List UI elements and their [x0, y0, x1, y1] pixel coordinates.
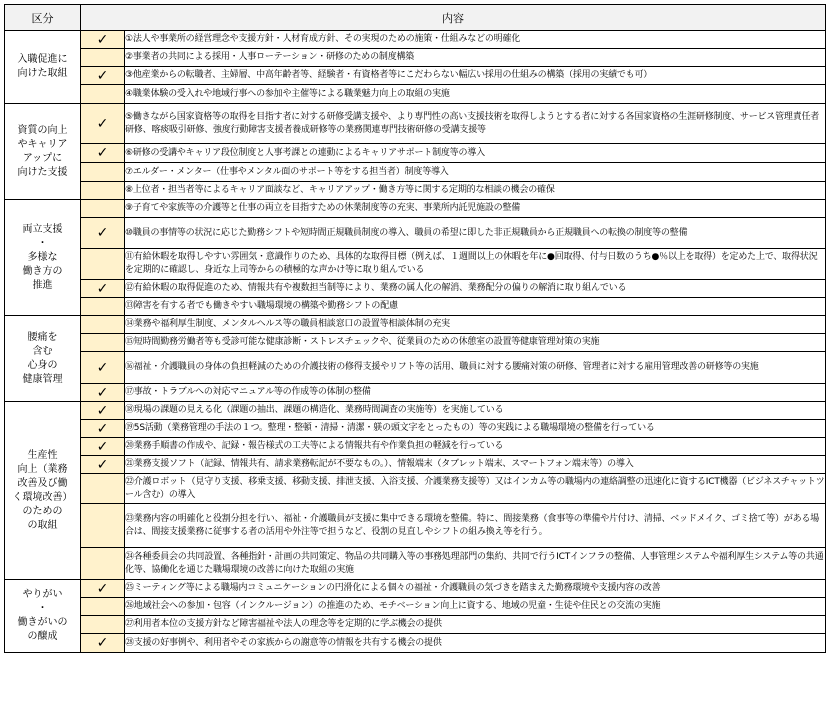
item-text: ②事業者の共同による採用・人事ローテーション・研修のための制度構築	[125, 49, 826, 67]
checkbox-cell[interactable]	[81, 49, 125, 67]
table-row	[5, 456, 826, 474]
category-cell	[5, 402, 81, 580]
category-label-line: やりがい	[22, 589, 63, 600]
checkbox-cell[interactable]	[81, 384, 125, 402]
category-label-line: 含む	[32, 345, 53, 357]
checkbox-cell[interactable]	[81, 298, 125, 316]
table-row	[5, 334, 826, 352]
category-cell	[5, 316, 81, 402]
checkbox-cell[interactable]	[81, 438, 125, 456]
category-label-line: 資質の向上	[17, 124, 68, 136]
item-text: ㉗利用者本位の支援方針など障害福祉や法人の理念等を定期的に学ぶ機会の提供	[125, 616, 826, 634]
table-row	[5, 402, 826, 420]
table-row	[5, 49, 826, 67]
category-label-line: 多様な	[27, 251, 58, 263]
item-text: ⑤働きながら国家資格等の取得を目指す者に対する研修受講支援や、より専門性の高い支援技術を取得しようとする者に対する各国家資格の生涯研修制度、サービス管理責任者研修、喀痰吸引研修、強度行動障害支援者養成研修等の業務関連専門技術研修の受講支援等	[125, 104, 826, 144]
category-label-line: 心身の	[27, 359, 58, 371]
checkmark-icon: ✓	[96, 145, 109, 161]
category-label-line: 向けた取組	[17, 68, 68, 79]
item-text: ⑳業務手順書の作成や、記録・報告様式の工夫等による情報共有や作業負担の軽減を行っている	[125, 438, 826, 456]
checkbox-cell[interactable]	[81, 634, 125, 653]
checkmark-icon: ✓	[96, 456, 109, 473]
checkbox-cell[interactable]	[81, 218, 125, 249]
checkbox-cell[interactable]	[81, 420, 125, 438]
checkbox-cell[interactable]	[81, 85, 125, 104]
category-label-line: 生産性	[27, 449, 58, 461]
checkbox-cell[interactable]	[81, 402, 125, 420]
checkbox-cell[interactable]	[81, 182, 125, 200]
checkbox-cell[interactable]	[81, 474, 125, 504]
item-text: ⑨子育てや家族等の介護等と仕事の両立を目指すための休業制度等の充実、事業所内託児施設の整備	[125, 200, 826, 218]
header-row	[5, 5, 826, 31]
checkmark-icon: ✓	[96, 359, 109, 376]
item-text: ⑦エルダー・メンター（仕事やメンタル面のサポート等をする担当者）制度等導入	[125, 163, 826, 182]
item-text: ⑮短時間勤務労働者等も受診可能な健康診断・ストレスチェックや、従業員のための休憩室の設置等健康管理対策の実施	[125, 334, 826, 352]
item-text: ①法人や事業所の経営理念や支援方針・人材育成方針、その実現のための施策・仕組みなどの明確化	[125, 31, 826, 49]
table-row	[5, 67, 826, 85]
table-row	[5, 504, 826, 548]
category-cell	[5, 580, 81, 653]
checkbox-cell[interactable]	[81, 31, 125, 49]
checkbox-cell[interactable]	[81, 456, 125, 474]
table-row	[5, 249, 826, 280]
table-row	[5, 163, 826, 182]
category-label-line: 入職促進に	[17, 54, 68, 65]
checkbox-cell[interactable]	[81, 548, 125, 580]
table-row	[5, 420, 826, 438]
item-text: ⑯福祉・介護職員の身体の負担軽減のための介護技術の修得支援やリフト等の活用、職員に対する腰痛対策の研修、管理者に対する雇用管理改善の研修等の実施	[125, 352, 826, 384]
header-category: 区分	[5, 5, 81, 31]
table-row	[5, 298, 826, 316]
item-text: ㉖地域社会への参加・包容（インクルージョン）の推進のため、モチベーション向上に資する、地域の児童・生徒や住民との交流の実施	[125, 598, 826, 616]
item-text: ⑰事故・トラブルへの対応マニュアル等の作成等の体制の整備	[125, 384, 826, 402]
category-label-line: 両立支援	[22, 223, 63, 235]
item-text: ⑫有給休暇の取得促進のため、情報共有や複数担当制等により、業務の属人化の解消、業務配分の偏りの解消に取り組んでいる	[125, 280, 826, 298]
checkmark-icon: ✓	[96, 635, 109, 651]
category-label-line: の取組	[27, 519, 58, 531]
checkbox-cell[interactable]	[81, 504, 125, 548]
category-label-line: 腰痛を	[27, 331, 58, 343]
checkmark-icon: ✓	[96, 384, 109, 401]
category-label-line: アップに	[22, 152, 63, 164]
item-text: ㉔各種委員会の共同設置、各種指針・計画の共同策定、物品の共同購入等の事務処理部門の集約、共同で行うICTインフラの整備、人事管理システムや福利厚生システム等の共通化等、協働化を通じた職場環境の改善に向けた取組の実施	[125, 548, 826, 580]
item-text: ⑩職員の事情等の状況に応じた勤務シフトや短時間正規職員制度の導入、職員の希望に即した非正規職員から正規職員への転換の制度等の整備	[125, 218, 826, 249]
checkmark-icon: ✓	[96, 402, 109, 419]
category-label-line: やキャリア	[17, 138, 68, 150]
table-row	[5, 144, 826, 163]
checkbox-cell[interactable]	[81, 249, 125, 280]
category-label-line: 健康管理	[22, 373, 63, 385]
table-row	[5, 384, 826, 402]
category-label-line: 向けた支援	[17, 166, 68, 178]
category-label-line: ・	[37, 237, 48, 249]
item-text: ③他産業からの転職者、主婦層、中高年齢者等、経験者・有資格者等にこだわらない幅広い採用の仕組みの構築（採用の実績でも可）	[125, 67, 826, 85]
checkmark-icon: ✓	[96, 280, 109, 297]
item-text: ㉕ミーティング等による職場内コミュニケーションの円滑化による個々の福祉・介護職員の気づきを踏まえた勤務環境や支援内容の改善	[125, 580, 826, 598]
table-row	[5, 31, 826, 49]
item-text: ㉑業務支援ソフト（記録、情報共有、請求業務転記が不要なもの。）、情報端末（タブレット端末、スマートフォン端末等）の導入	[125, 456, 826, 474]
category-label-line: ・	[37, 603, 48, 614]
item-text: ㉒介護ロボット（見守り支援、移乗支援、移動支援、排泄支援、入浴支援、介護業務支援等）又はインカム等の職場内の連絡調整の迅速化に資するICT機器（ビジネスチャットツール含む）の導入	[125, 474, 826, 504]
checkmark-icon: ✓	[96, 115, 109, 132]
checkbox-cell[interactable]	[81, 280, 125, 298]
table-row	[5, 200, 826, 218]
category-label-line: 働きがいの	[17, 617, 68, 628]
item-text: ⑭業務や福利厚生制度、メンタルヘルス等の職員相談窓口の設置等相談体制の充実	[125, 316, 826, 334]
checkmark-icon: ✓	[96, 225, 109, 241]
category-label-line: 改善及び働	[17, 477, 68, 489]
item-text: ㉘支援の好事例や、利用者やその家族からの謝意等の情報を共有する機会の提供	[125, 634, 826, 653]
category-label-line: く環境改善）	[12, 491, 73, 503]
item-text: ⑲5S活動（業務管理の手法の１つ。整理・整頓・清掃・清潔・躾の頭文字をとったもの）等の実践による職場環境の整備を行っている	[125, 420, 826, 438]
category-cell	[5, 31, 81, 104]
checkmark-icon: ✓	[96, 31, 109, 48]
category-label-line: 働き方の	[22, 265, 63, 277]
table-row	[5, 182, 826, 200]
table-row	[5, 316, 826, 334]
checkbox-cell[interactable]	[81, 144, 125, 163]
table-row	[5, 438, 826, 456]
checkmark-icon: ✓	[96, 438, 109, 455]
checkbox-cell[interactable]	[81, 316, 125, 334]
table-row	[5, 474, 826, 504]
category-label-line: 推進	[32, 279, 53, 291]
category-cell	[5, 104, 81, 200]
item-text: ④職業体験の受入れや地域行事への参加や主催等による職業魅力向上の取組の実施	[125, 85, 826, 104]
table-row	[5, 634, 826, 653]
table-row	[5, 218, 826, 249]
checkbox-cell[interactable]	[81, 163, 125, 182]
item-text: ⑱現場の課題の見える化（課題の抽出、課題の構造化、業務時間調査の実施等）を実施している	[125, 402, 826, 420]
item-text: ⑥研修の受講やキャリア段位制度と人事考課との連動によるキャリアサポート制度等の導入	[125, 144, 826, 163]
improvement-measures-table	[4, 4, 826, 653]
category-label-line: のための	[22, 505, 63, 517]
item-text: ⑪有給休暇を取得しやすい雰囲気・意識作りのため、具体的な取得目標（例えば、１週間以上の休暇を年に●回取得、付与日数のうち●％以上を取得）を定めた上で、取得状況を定期的に確認し、身近な上司等からの積極的な声かけ等に取り組んでいる	[125, 249, 826, 280]
table-row	[5, 85, 826, 104]
table-row	[5, 580, 826, 598]
checkmark-icon: ✓	[96, 67, 109, 84]
checkbox-cell[interactable]	[81, 616, 125, 634]
checkbox-cell[interactable]	[81, 67, 125, 85]
category-label-line: の醸成	[27, 631, 58, 642]
table-row	[5, 598, 826, 616]
checkmark-icon: ✓	[96, 580, 109, 597]
header-content: 内容	[81, 5, 826, 31]
table-row	[5, 616, 826, 634]
category-cell	[5, 200, 81, 316]
item-text: ⑧上位者・担当者等によるキャリア面談など、キャリアアップ・働き方等に関する定期的な相談の機会の確保	[125, 182, 826, 200]
table-row	[5, 104, 826, 144]
table-row	[5, 548, 826, 580]
table-row	[5, 352, 826, 384]
checkbox-cell[interactable]	[81, 200, 125, 218]
item-text: ⑬障害を有する者でも働きやすい職場環境の構築や勤務シフトの配慮	[125, 298, 826, 316]
checkbox-cell[interactable]	[81, 580, 125, 598]
checkmark-icon: ✓	[96, 420, 109, 437]
checkbox-cell[interactable]	[81, 352, 125, 384]
checkbox-cell[interactable]	[81, 598, 125, 616]
table-row	[5, 280, 826, 298]
checkbox-cell[interactable]	[81, 334, 125, 352]
category-label-line: 向上（業務	[17, 463, 68, 475]
item-text: ㉓業務内容の明確化と役割分担を行い、福祉・介護職員が支援に集中できる環境を整備。特に、間接業務（食事等の準備や片付け、清掃、ベッドメイク、ゴミ捨て等）がある場合は、間接支援業務に従事する者の活用や外注等で担うなど、役割の見直しやシフトの組み換え等を行う。	[125, 504, 826, 548]
checkbox-cell[interactable]	[81, 104, 125, 144]
